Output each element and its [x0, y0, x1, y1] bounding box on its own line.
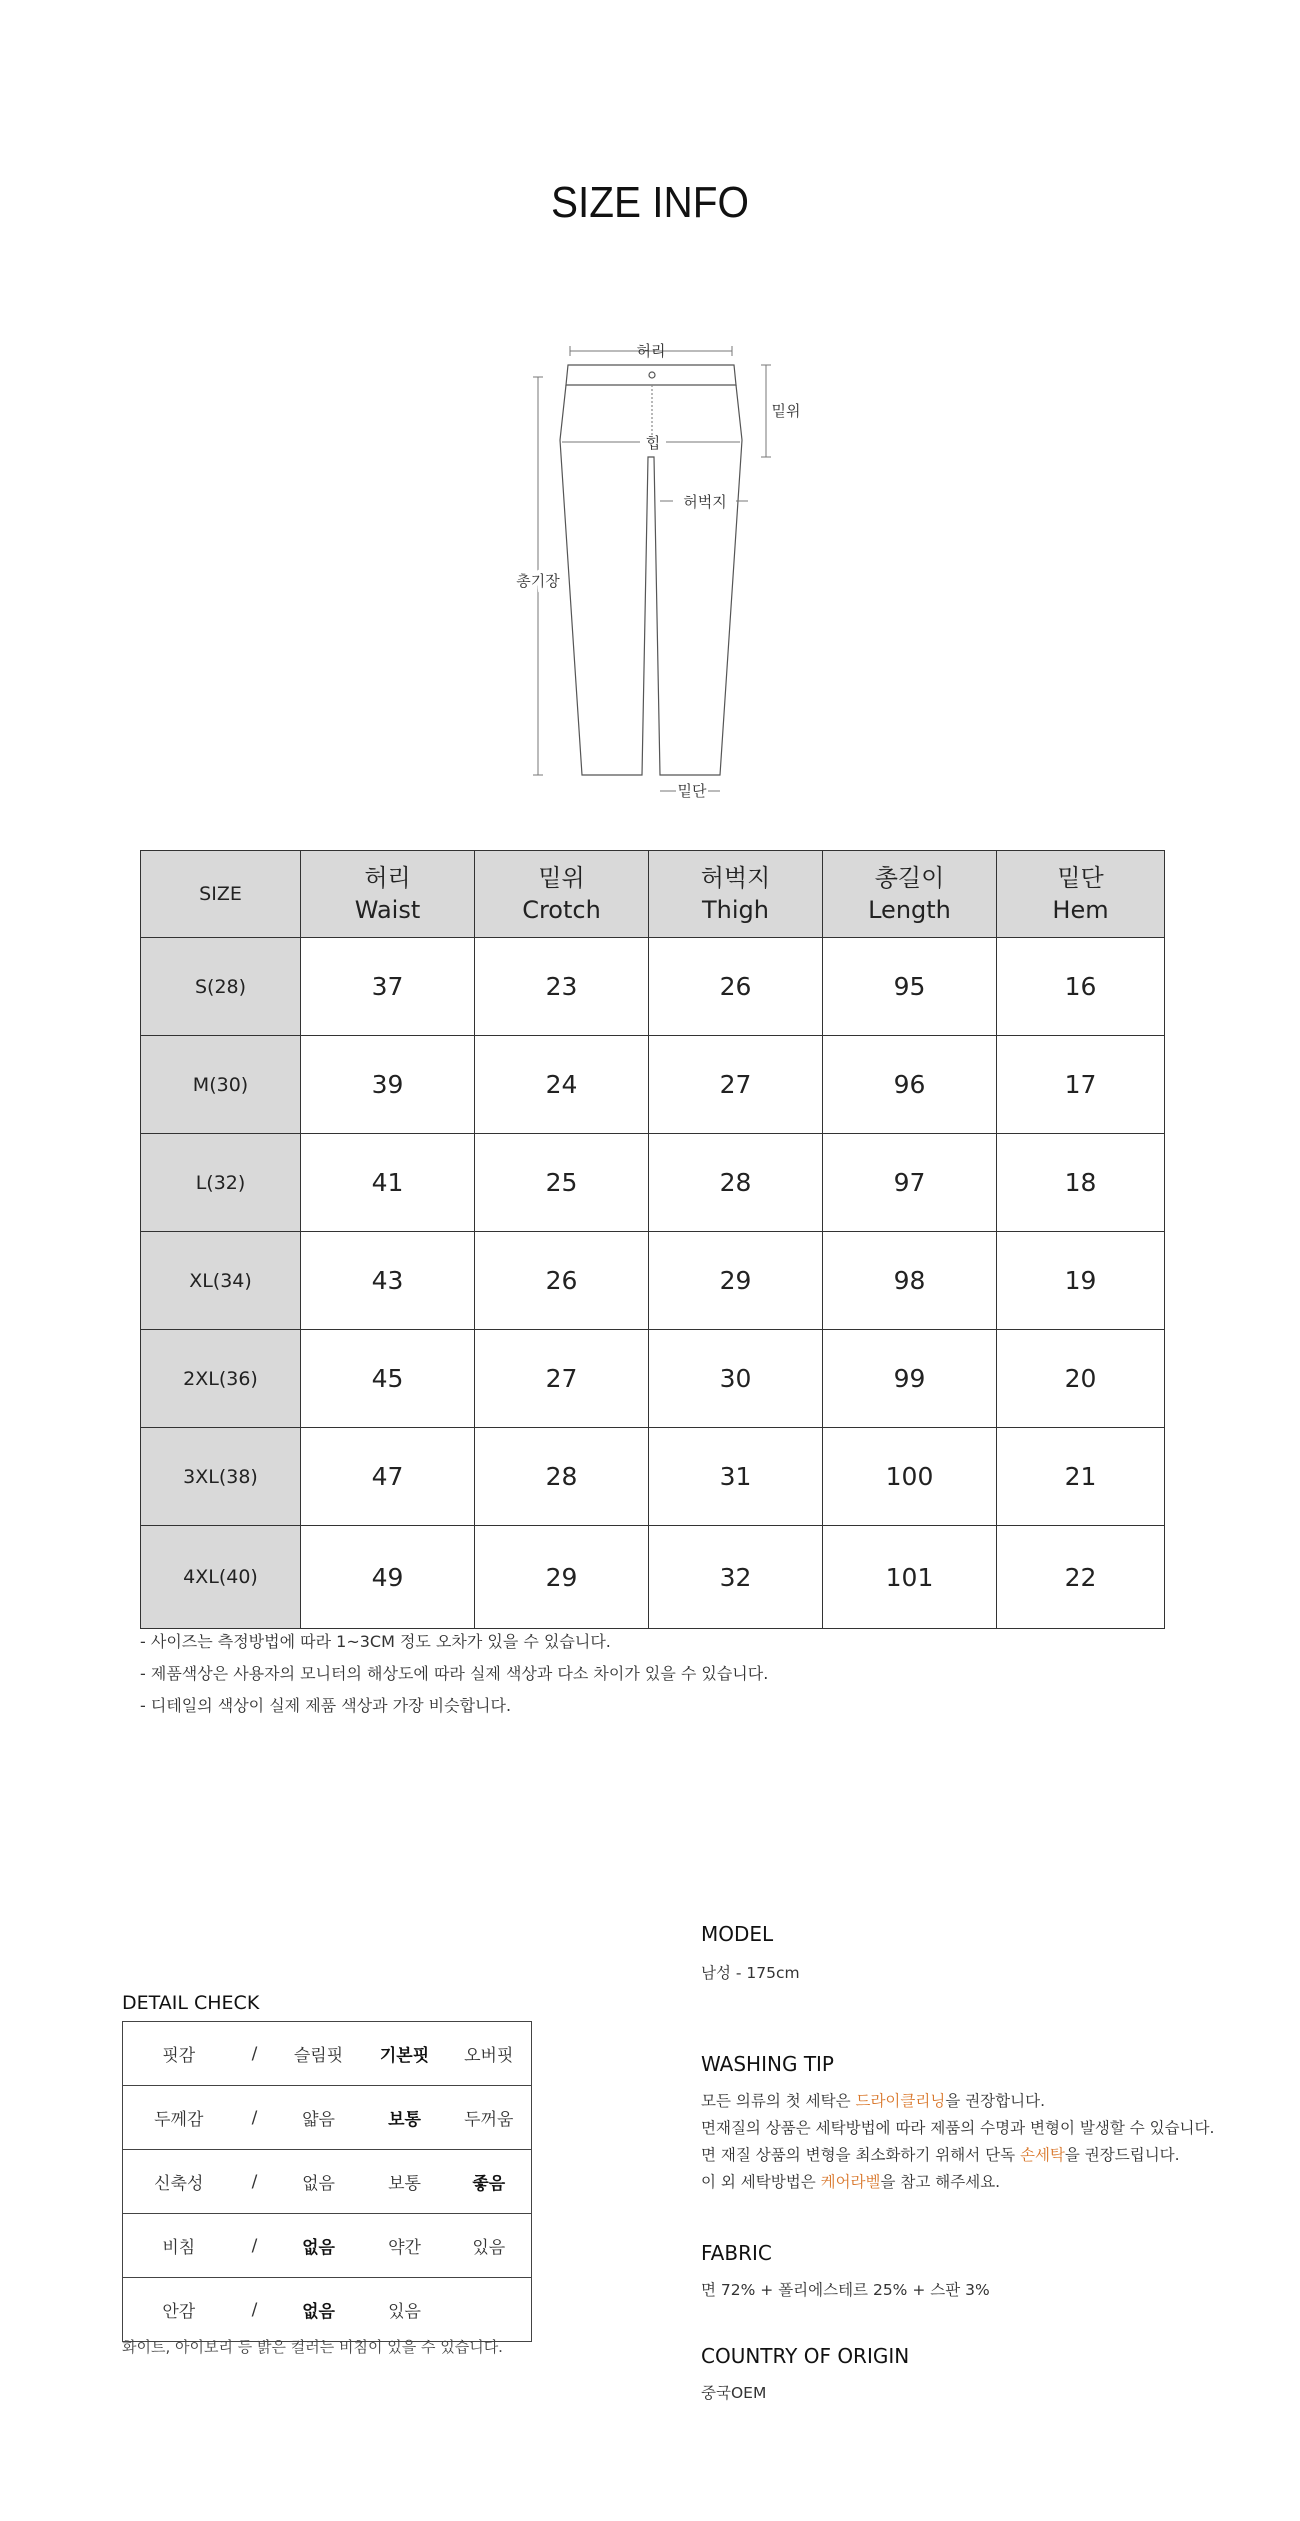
- detail-option: 약간: [363, 2214, 447, 2278]
- detail-label: 안감: [123, 2278, 235, 2342]
- washing-line: 이 외 세탁방법은 케어라벨을 참고 해주세요.: [701, 2173, 1001, 2191]
- size-label: M(30): [141, 1036, 301, 1134]
- detail-option: 없음: [275, 2150, 363, 2214]
- detail-option: 얇음: [275, 2086, 363, 2150]
- detail-label: 두께감: [123, 2086, 235, 2150]
- detail-option: 없음: [275, 2278, 363, 2342]
- table-cell: 22: [997, 1526, 1165, 1629]
- table-cell: 23: [475, 938, 649, 1036]
- origin-text: 중국OEM: [701, 2384, 767, 2402]
- table-cell: 49: [301, 1526, 475, 1629]
- model-text: 남성 - 175cm: [701, 1964, 800, 1982]
- table-cell: 99: [823, 1330, 997, 1428]
- table-row: [141, 1036, 1165, 1134]
- header-length: 총길이 Length: [823, 851, 997, 938]
- table-cell: 31: [649, 1428, 823, 1526]
- size-label: 4XL(40): [141, 1526, 301, 1629]
- fabric-title: FABRIC: [701, 2241, 772, 2265]
- table-cell: 21: [997, 1428, 1165, 1526]
- header-waist: 허리 Waist: [301, 851, 475, 938]
- highlight-dryclean: 드라이클리닝: [855, 2092, 946, 2110]
- detail-separator: /: [235, 2214, 275, 2278]
- detail-row: [123, 2214, 532, 2278]
- model-section: [701, 1922, 800, 1987]
- table-cell: 20: [997, 1330, 1165, 1428]
- table-cell: 101: [823, 1526, 997, 1629]
- detail-option: 기본핏: [363, 2022, 447, 2086]
- washing-section: [701, 2052, 1214, 2196]
- waistband-outline: [566, 365, 736, 385]
- table-cell: 16: [997, 938, 1165, 1036]
- pants-diagram: [500, 335, 800, 805]
- table-cell: 27: [475, 1330, 649, 1428]
- table-row: [141, 1330, 1165, 1428]
- detail-check-note: 화이트, 아이보리 등 밝은 컬러는 비침이 있을 수 있습니다.: [122, 2338, 503, 2356]
- model-title: MODEL: [701, 1922, 774, 1946]
- note-line: - 사이즈는 측정방법에 따라 1~3CM 정도 오차가 있을 수 있습니다.: [140, 1632, 611, 1651]
- detail-option: 있음: [363, 2278, 447, 2342]
- table-cell: 25: [475, 1134, 649, 1232]
- table-cell: 29: [475, 1526, 649, 1629]
- table-row: [141, 938, 1165, 1036]
- size-label: L(32): [141, 1134, 301, 1232]
- table-row: [141, 1134, 1165, 1232]
- table-cell: 28: [649, 1134, 823, 1232]
- size-notes: [140, 1626, 768, 1722]
- detail-option: 보통: [363, 2086, 447, 2150]
- table-cell: 18: [997, 1134, 1165, 1232]
- table-cell: 96: [823, 1036, 997, 1134]
- detail-option: 없음: [275, 2214, 363, 2278]
- note-line: - 제품색상은 사용자의 모니터의 해상도에 따라 실제 색상과 다소 차이가 있을 수 있습니다.: [140, 1664, 769, 1683]
- table-cell: 24: [475, 1036, 649, 1134]
- washing-line: 면 재질 상품의 변형을 최소화하기 위해서 단독 손세탁을 권장드립니다.: [701, 2146, 1180, 2164]
- detail-option: 슬림핏: [275, 2022, 363, 2086]
- header-crotch: 밑위 Crotch: [475, 851, 649, 938]
- detail-row: [123, 2022, 532, 2086]
- highlight-handwash: 손세탁: [1019, 2146, 1065, 2164]
- detail-check-title: DETAIL CHECK: [122, 1992, 260, 2014]
- table-row: [141, 1428, 1165, 1526]
- table-cell: 28: [475, 1428, 649, 1526]
- table-cell: 47: [301, 1428, 475, 1526]
- button-icon: [649, 372, 655, 378]
- detail-separator: /: [235, 2086, 275, 2150]
- highlight-carelabel: 케어라벨: [820, 2173, 881, 2191]
- table-cell: 39: [301, 1036, 475, 1134]
- table-cell: 17: [997, 1036, 1165, 1134]
- note-line: - 디테일의 색상이 실제 제품 색상과 가장 비슷합니다.: [140, 1696, 512, 1715]
- diagram-label-crotch: 밑위: [771, 402, 800, 420]
- diagram-label-thigh: 허벅지: [683, 493, 727, 511]
- fabric-section: [701, 2241, 990, 2304]
- table-cell: 95: [823, 938, 997, 1036]
- header-size: SIZE: [141, 851, 301, 938]
- table-cell: 100: [823, 1428, 997, 1526]
- table-cell: 30: [649, 1330, 823, 1428]
- washing-line: 면재질의 상품은 세탁방법에 따라 제품의 수명과 변형이 발생할 수 있습니다.: [701, 2119, 1215, 2137]
- table-cell: 43: [301, 1232, 475, 1330]
- origin-title: COUNTRY OF ORIGIN: [701, 2344, 910, 2368]
- diagram-label-length: 총기장: [516, 572, 560, 590]
- detail-separator: /: [235, 2022, 275, 2086]
- table-cell: 98: [823, 1232, 997, 1330]
- detail-check-table: [122, 2021, 532, 2342]
- size-label: 2XL(36): [141, 1330, 301, 1428]
- detail-option: 있음: [447, 2214, 532, 2278]
- table-cell: 41: [301, 1134, 475, 1232]
- detail-separator: /: [235, 2278, 275, 2342]
- table-row: [141, 1232, 1165, 1330]
- size-label: 3XL(38): [141, 1428, 301, 1526]
- detail-option: [447, 2278, 532, 2342]
- detail-row: [123, 2150, 532, 2214]
- diagram-label-hem: 밑단: [677, 782, 707, 800]
- detail-label: 핏감: [123, 2022, 235, 2086]
- table-cell: 37: [301, 938, 475, 1036]
- table-cell: 32: [649, 1526, 823, 1629]
- size-table: [140, 850, 1165, 1629]
- diagram-label-hip: 힙: [645, 434, 661, 452]
- detail-option: 좋음: [447, 2150, 532, 2214]
- table-cell: 26: [649, 938, 823, 1036]
- washing-title: WASHING TIP: [701, 2052, 834, 2076]
- diagram-label-waist: 허리: [636, 342, 666, 360]
- detail-option: 두꺼움: [447, 2086, 532, 2150]
- page-title: SIZE INFO: [551, 178, 749, 227]
- table-cell: 45: [301, 1330, 475, 1428]
- detail-label: 비침: [123, 2214, 235, 2278]
- detail-label: 신축성: [123, 2150, 235, 2214]
- header-hem: 밑단 Hem: [997, 851, 1165, 938]
- header-thigh: 허벅지 Thigh: [649, 851, 823, 938]
- table-cell: 26: [475, 1232, 649, 1330]
- detail-option: 보통: [363, 2150, 447, 2214]
- table-row: [141, 1526, 1165, 1629]
- table-cell: 19: [997, 1232, 1165, 1330]
- fabric-text: 면 72% + 폴리에스테르 25% + 스판 3%: [701, 2281, 990, 2299]
- detail-option: 오버핏: [447, 2022, 532, 2086]
- size-table-header: [141, 851, 1165, 938]
- detail-row: [123, 2278, 532, 2342]
- origin-section: [701, 2344, 909, 2407]
- table-cell: 29: [649, 1232, 823, 1330]
- table-cell: 27: [649, 1036, 823, 1134]
- size-label: S(28): [141, 938, 301, 1036]
- table-cell: 97: [823, 1134, 997, 1232]
- detail-separator: /: [235, 2150, 275, 2214]
- size-label: XL(34): [141, 1232, 301, 1330]
- washing-line: 모든 의류의 첫 세탁은 드라이클리닝을 권장합니다.: [701, 2092, 1046, 2110]
- detail-row: [123, 2086, 532, 2150]
